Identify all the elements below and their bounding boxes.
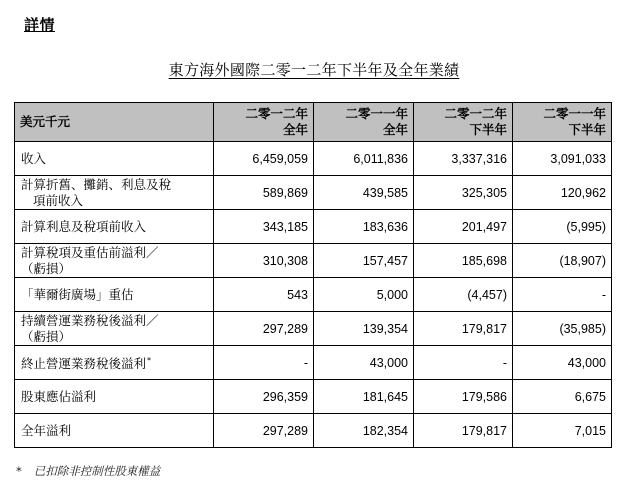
table-row-discontinued-ops [15, 346, 612, 380]
cell-value: 179,586 [414, 380, 513, 414]
table-row-shareholder-profit [15, 380, 612, 414]
row-label: 股東應佔溢利 [15, 380, 214, 414]
table-row-ebitda [15, 176, 612, 210]
cell-value: 201,497 [414, 210, 513, 244]
cell-value: - [214, 346, 314, 380]
cell-value: 43,000 [314, 346, 414, 380]
row-label-line1: 計算折舊、攤銷、利息及稅 [21, 176, 172, 192]
cell-value: 439,585 [314, 176, 414, 210]
cell-value: 183,636 [314, 210, 414, 244]
cell-value: (35,985) [513, 312, 612, 346]
financial-results-table [14, 102, 612, 448]
row-label-line2: （虧損） [21, 260, 72, 276]
row-label: 「華爾街廣場」重估 [15, 278, 214, 312]
cell-value: 7,015 [513, 414, 612, 448]
cell-value: 6,459,059 [214, 142, 314, 176]
row-label: 收入 [15, 142, 214, 176]
cell-value: 179,817 [414, 414, 513, 448]
cell-value: 297,289 [214, 312, 314, 346]
cell-value: 182,354 [314, 414, 414, 448]
table-row-revaluation [15, 278, 612, 312]
column-header-line1: 二零一一年 [345, 106, 408, 121]
footnote-marker: * [147, 355, 152, 365]
row-label [15, 312, 214, 346]
cell-value: (5,995) [513, 210, 612, 244]
cell-value: 43,000 [513, 346, 612, 380]
cell-value: (18,907) [513, 244, 612, 278]
cell-value: 157,457 [314, 244, 414, 278]
column-header-line2: 下半年 [469, 122, 507, 137]
cell-value: 310,308 [214, 244, 314, 278]
table-row-ebit [15, 210, 612, 244]
cell-value: 6,011,836 [314, 142, 414, 176]
row-label: 計算利息及稅項前收入 [15, 210, 214, 244]
document-title: 東方海外國際二零一二年下半年及全年業績 [168, 61, 460, 79]
row-label-line1: 持續營運業務稅後溢利／ [21, 312, 159, 328]
column-header-fy2011 [314, 103, 414, 142]
footnote-text: 已扣除非控制性股東權益 [33, 464, 161, 478]
cell-value: 543 [214, 278, 314, 312]
cell-value: 589,869 [214, 176, 314, 210]
column-header-line1: 二零一一年 [543, 106, 606, 121]
footnote [16, 463, 160, 479]
cell-value: 5,000 [314, 278, 414, 312]
column-header-line1: 二零一二年 [245, 106, 308, 121]
row-label-line1: 計算稅項及重估前溢利／ [21, 244, 159, 260]
column-header-fy2012 [214, 103, 314, 142]
section-heading: 詳情 [24, 16, 56, 34]
cell-value: 343,185 [214, 210, 314, 244]
table-header-row [15, 103, 612, 142]
cell-value: - [513, 278, 612, 312]
column-header-line2: 全年 [282, 122, 308, 137]
column-header-2h2012 [414, 103, 513, 142]
row-label-line2: （虧損） [21, 328, 72, 344]
cell-value: 297,289 [214, 414, 314, 448]
column-header-2h2011 [513, 103, 612, 142]
cell-value: (4,457) [414, 278, 513, 312]
cell-value: 6,675 [513, 380, 612, 414]
table-row-revenue [15, 142, 612, 176]
row-label-text: 終止營運業務稅後溢利 [21, 356, 147, 372]
column-header-line1: 二零一二年 [444, 106, 507, 121]
row-label [15, 244, 214, 278]
cell-value: 179,817 [414, 312, 513, 346]
footnote-mark: * [16, 464, 22, 478]
cell-value: 296,359 [214, 380, 314, 414]
column-header-line2: 全年 [382, 122, 408, 137]
unit-header: 美元千元 [15, 103, 214, 142]
cell-value: - [414, 346, 513, 380]
row-label [15, 176, 214, 210]
cell-value: 185,698 [414, 244, 513, 278]
table-row-annual-profit [15, 414, 612, 448]
table-row-continuing-ops [15, 312, 612, 346]
cell-value: 120,962 [513, 176, 612, 210]
cell-value: 325,305 [414, 176, 513, 210]
row-label [15, 346, 214, 380]
table-row-pretax-profit [15, 244, 612, 278]
column-header-line2: 下半年 [568, 122, 606, 137]
row-label: 全年溢利 [15, 414, 214, 448]
cell-value: 3,091,033 [513, 142, 612, 176]
cell-value: 181,645 [314, 380, 414, 414]
cell-value: 3,337,316 [414, 142, 513, 176]
row-label-line2: 項前收入 [33, 192, 84, 208]
cell-value: 139,354 [314, 312, 414, 346]
